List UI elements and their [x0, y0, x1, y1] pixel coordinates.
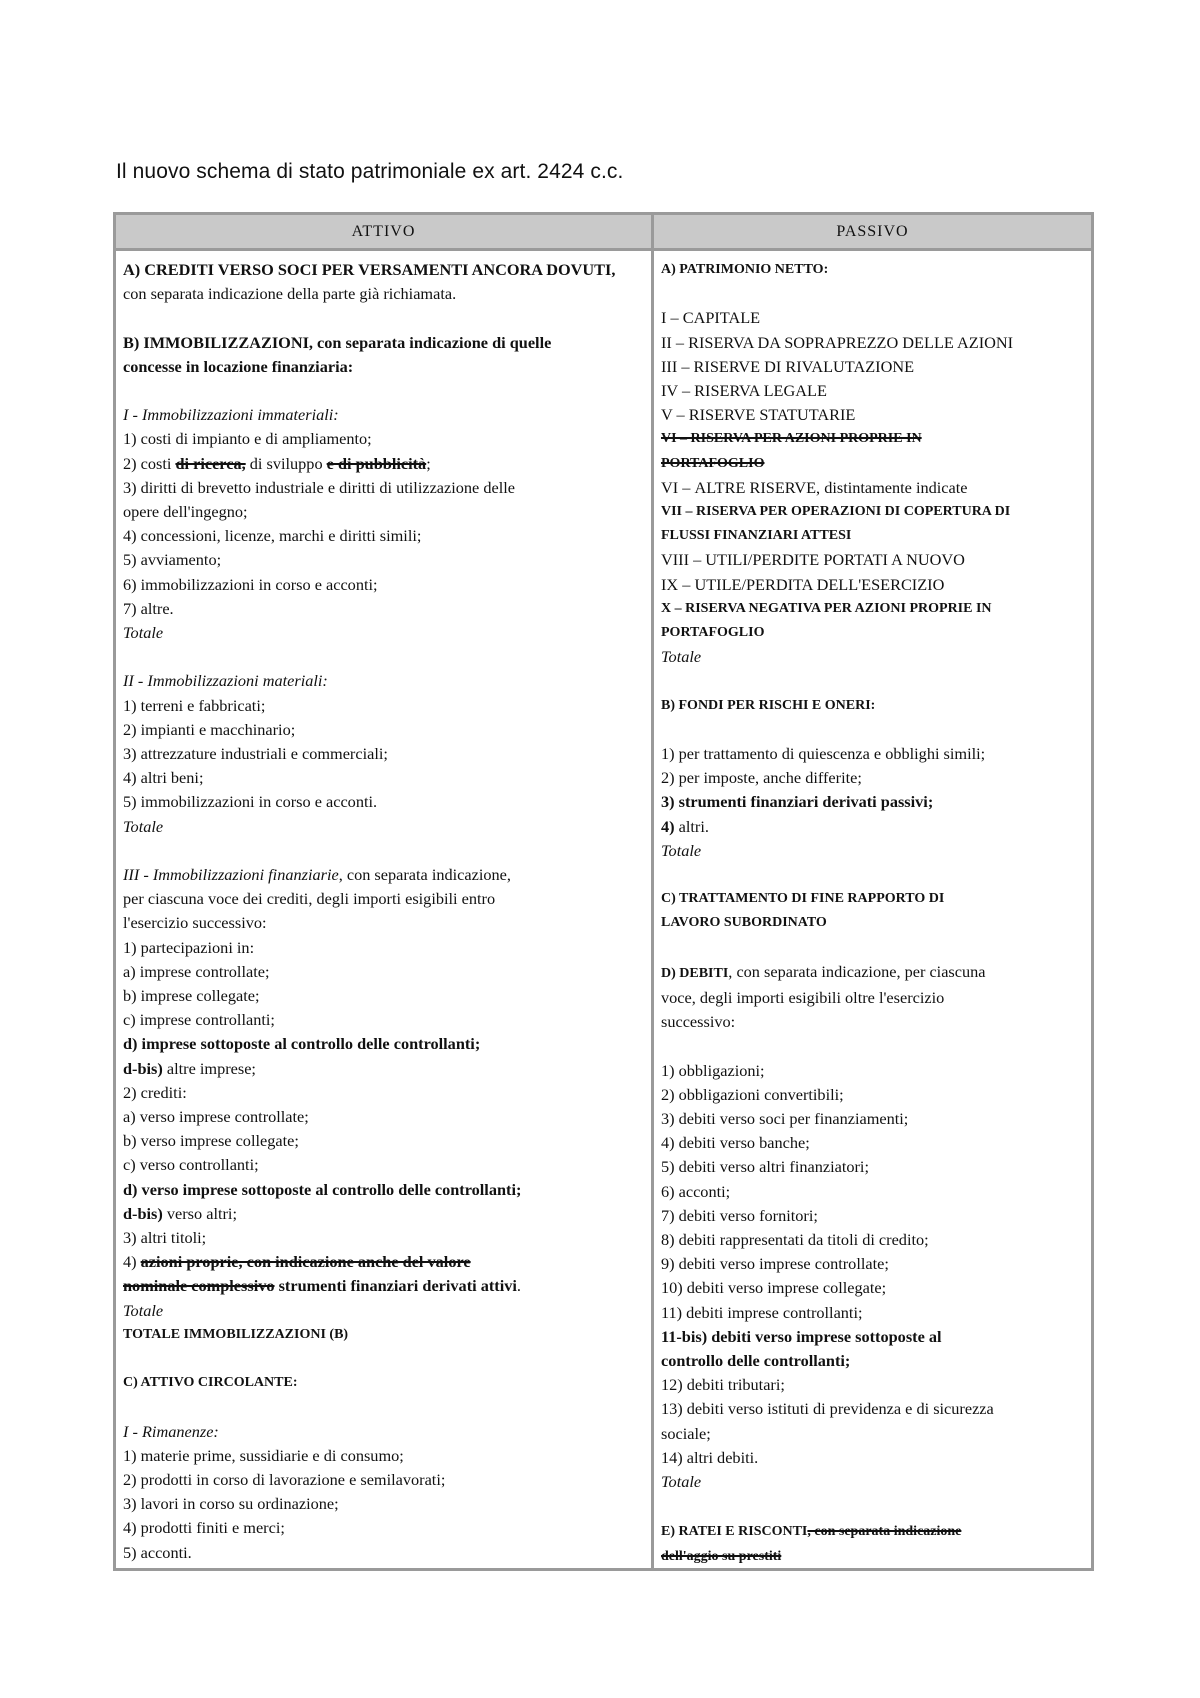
attivo-item: 2) crediti:	[123, 1082, 187, 1102]
blank-line	[123, 306, 645, 330]
passivo-section-b: B) FONDI PER RISCHI E ONERI:	[661, 697, 876, 713]
item-bold: 4)	[661, 816, 675, 836]
item-text: .	[516, 1276, 521, 1296]
attivo-item	[123, 1202, 645, 1226]
passivo-column	[661, 258, 1089, 1569]
passivo-item: I – CAPITALE	[661, 308, 761, 328]
passivo-item: 2) obbligazioni convertibili;	[661, 1084, 844, 1104]
blank-line	[661, 863, 1089, 887]
item-text: , distintamente indicate	[816, 477, 968, 497]
blank-line	[661, 1034, 1089, 1058]
attivo-item	[123, 1057, 645, 1081]
item-text: VI –	[661, 477, 695, 497]
page-title: Il nuovo schema di stato patrimoniale ex art. 2424 c.c.	[116, 160, 624, 183]
table-header	[116, 215, 1091, 251]
attivo-item: 4) altri beni;	[123, 768, 204, 788]
attivo-item: 1) terreni e fabbricati;	[123, 695, 266, 715]
passivo-item: IX – UTILE/PERDITA DELL'ESERCIZIO	[661, 574, 945, 594]
attivo-item: c) imprese controllanti;	[123, 1010, 275, 1030]
struck-text: di ricerca,	[175, 453, 246, 473]
attivo-item: 1) partecipazioni in:	[123, 937, 255, 957]
passivo-item: 1) per trattamento di quiescenza e obblighi simili;	[661, 744, 986, 764]
item-text: , con separata indicazione,	[338, 865, 511, 885]
attivo-item: 5) avviamento;	[123, 550, 222, 570]
subtotal-label: Totale	[123, 816, 164, 836]
attivo-item: 5) immobilizzazioni in corso e acconti.	[123, 792, 378, 812]
attivo-item	[123, 452, 645, 476]
attivo-text: con separata indicazione della parte già richiamata.	[123, 284, 457, 304]
passivo-item: III – RISERVE DI RIVALUTAZIONE	[661, 356, 915, 376]
subtotal-label: Totale	[123, 1300, 164, 1320]
blank-line	[661, 282, 1089, 306]
attivo-section-a: A) CREDITI VERSO SOCI PER VERSAMENTI ANCORA DOVUTI,	[123, 260, 616, 279]
attivo-subsection-title: I - Immobilizzazioni immateriali:	[123, 405, 339, 425]
passivo-item: 12) debiti tributari;	[661, 1375, 785, 1395]
attivo-text: per ciascuna voce dei crediti, degli importi esigibili entro	[123, 889, 496, 909]
passivo-item: 2) per imposte, anche differite;	[661, 768, 862, 788]
attivo-section-c: C) ATTIVO CIRCOLANTE:	[123, 1375, 298, 1391]
passivo-item: V – RISERVE STATUTARIE	[661, 405, 856, 425]
attivo-item	[123, 1250, 645, 1274]
struck-text: e di pubblicità	[326, 453, 427, 473]
passivo-item: 4) debiti verso banche;	[661, 1133, 810, 1153]
subtotal-label: Totale	[661, 840, 702, 860]
passivo-item: 5) debiti verso altri finanziatori;	[661, 1157, 869, 1177]
subtotal-label: Totale	[123, 623, 164, 643]
attivo-item: 5) acconti.	[123, 1542, 192, 1562]
passivo-item-new: 3) strumenti finanziari derivati passivi;	[661, 792, 934, 812]
item-text: , con separata indicazione, per ciascuna	[728, 961, 986, 981]
passivo-item	[661, 815, 1089, 839]
passivo-item: 6) acconti;	[661, 1181, 731, 1201]
passivo-item: 8) debiti rappresentati da titoli di credito;	[661, 1230, 929, 1250]
passivo-item: 3) debiti verso soci per finanziamenti;	[661, 1109, 909, 1129]
blank-line	[661, 669, 1089, 693]
attivo-item: 3) diritti di brevetto industriale e diritti di utilizzazione delle	[123, 477, 515, 497]
passivo-item: 9) debiti verso imprese controllate;	[661, 1254, 889, 1274]
blank-line	[123, 839, 645, 863]
passivo-item: VIII – UTILI/PERDITE PORTATI A NUOVO	[661, 550, 965, 570]
passivo-item: 13) debiti verso istituti di previdenza e di sicurezza	[661, 1399, 994, 1419]
section-title-bold: D) DEBITI	[661, 965, 729, 981]
attivo-item: 3) attrezzature industriali e commerciali;	[123, 744, 388, 764]
blank-line	[661, 718, 1089, 742]
item-bold: d-bis)	[123, 1058, 163, 1078]
item-text: di sviluppo	[245, 453, 327, 473]
item-smallcaps: ALTRE RISERVE	[694, 477, 817, 497]
item-text: 4)	[123, 1252, 141, 1272]
attivo-item: c) verso controllanti;	[123, 1155, 259, 1175]
attivo-item-new: d) verso imprese sottoposte al controllo delle controllanti;	[123, 1179, 522, 1199]
attivo-item: 2) impianti e macchinario;	[123, 719, 296, 739]
passivo-item-new: VII – RISERVA PER OPERAZIONI DI COPERTURA DI	[661, 504, 1011, 520]
attivo-item: 1) materie prime, sussidiarie e di consumo;	[123, 1445, 404, 1465]
attivo-subsection-title: I - Rimanenze:	[123, 1421, 219, 1441]
item-text: verso altri;	[162, 1203, 237, 1223]
struck-text: nominale complessivo	[123, 1276, 275, 1296]
attivo-item: opere dell'ingegno;	[123, 502, 248, 521]
item-text: altri.	[674, 816, 709, 836]
attivo-item: a) imprese controllate;	[123, 961, 270, 981]
attivo-item: 3) lavori in corso su ordinazione;	[123, 1494, 339, 1514]
passivo-item: 11) debiti imprese controllanti;	[661, 1302, 863, 1322]
attivo-item: 6) immobilizzazioni in corso e acconti;	[123, 574, 378, 594]
attivo-item: 1) costi di impianto e di ampliamento;	[123, 429, 372, 449]
section-title-bold: E) RATEI E RISCONTI	[661, 1524, 808, 1540]
blank-line	[123, 379, 645, 403]
item-text: altre imprese;	[162, 1058, 256, 1078]
blank-line	[123, 1347, 645, 1371]
passivo-item-new: 11-bis) debiti verso imprese sottoposte al	[661, 1326, 942, 1346]
attivo-item: 4) prodotti finiti e merci;	[123, 1518, 285, 1538]
passivo-item: II – RISERVA DA SOPRAPREZZO DELLE AZIONI	[661, 332, 1014, 352]
attivo-item-new: d) imprese sottoposte al controllo delle controllanti;	[123, 1034, 481, 1054]
header-passivo: PASSIVO	[836, 223, 909, 240]
subtotal-label: Totale	[661, 647, 702, 667]
item-text: ;	[426, 453, 431, 473]
item-bold: d-bis)	[123, 1203, 163, 1223]
passivo-item: 1) obbligazioni;	[661, 1060, 765, 1080]
blank-line	[661, 936, 1089, 960]
attivo-item: b) verso imprese collegate;	[123, 1131, 299, 1151]
passivo-text: successivo:	[661, 1012, 736, 1032]
passivo-section-c: LAVORO SUBORDINATO	[661, 915, 827, 931]
passivo-item: sociale;	[661, 1423, 711, 1443]
attivo-section-b: B) IMMOBILIZZAZIONI, con separata indicazione di quelle	[123, 332, 552, 352]
attivo-text: l'esercizio successivo:	[123, 913, 267, 933]
attivo-subsection-title	[123, 863, 645, 887]
subsection-title-italic: III - Immobilizzazioni finanziarie	[123, 865, 339, 885]
attivo-column	[123, 258, 645, 1565]
attivo-item: 4) concessioni, licenze, marchi e diritti simili;	[123, 526, 422, 546]
passivo-item: 10) debiti verso imprese collegate;	[661, 1278, 887, 1298]
attivo-item: 2) prodotti in corso di lavorazione e semilavorati;	[123, 1470, 446, 1490]
passivo-item-new: controllo delle controllanti;	[661, 1351, 851, 1371]
attivo-item: 3) altri titoli;	[123, 1228, 207, 1248]
struck-text: PORTAFOGLIO	[661, 455, 765, 471]
passivo-section-c: C) TRATTAMENTO DI FINE RAPPORTO DI	[661, 891, 945, 907]
attivo-item: 7) altre.	[123, 598, 174, 618]
balance-sheet-table	[113, 212, 1094, 1571]
total-immobilizzazioni: TOTALE IMMOBILIZZAZIONI (B)	[123, 1326, 349, 1342]
passivo-item-new: FLUSSI FINANZIARI ATTESI	[661, 528, 852, 544]
attivo-item	[123, 1274, 645, 1298]
item-text: 2) costi	[123, 453, 176, 473]
passivo-section-d	[661, 960, 1089, 986]
passivo-item-new: PORTAFOGLIO	[661, 625, 765, 641]
blank-line	[123, 645, 645, 669]
struck-text: dell'aggio su prestiti	[661, 1548, 782, 1564]
blank-line	[661, 1494, 1089, 1518]
struck-text: azioni proprie, con indicazione anche del valore	[140, 1252, 471, 1272]
item-bold: strumenti finanziari derivati attivi	[274, 1276, 517, 1296]
header-attivo: ATTIVO	[351, 223, 416, 240]
passivo-section-a: A) PATRIMONIO NETTO:	[661, 262, 829, 277]
attivo-subsection-title: II - Immobilizzazioni materiali:	[123, 671, 328, 691]
blank-line	[123, 1395, 645, 1419]
column-divider	[651, 215, 654, 1568]
passivo-item	[661, 476, 1089, 500]
subtotal-label: Totale	[661, 1472, 702, 1492]
passivo-item-new: X – RISERVA NEGATIVA PER AZIONI PROPRIE IN	[661, 600, 992, 616]
passivo-item: IV – RISERVA LEGALE	[661, 381, 827, 400]
attivo-text: concesse in locazione finanziaria:	[123, 356, 354, 376]
attivo-item: b) imprese collegate;	[123, 986, 260, 1006]
struck-text: VI – RISERVA PER AZIONI PROPRIE IN	[661, 431, 922, 447]
attivo-item: a) verso imprese controllate;	[123, 1107, 309, 1127]
passivo-item: 7) debiti verso fornitori;	[661, 1205, 818, 1225]
passivo-item: 14) altri debiti.	[661, 1447, 759, 1467]
passivo-section-e	[661, 1518, 1089, 1544]
passivo-text: voce, degli importi esigibili oltre l'esercizio	[661, 988, 945, 1008]
struck-text: , con separata indicazione	[807, 1524, 962, 1540]
